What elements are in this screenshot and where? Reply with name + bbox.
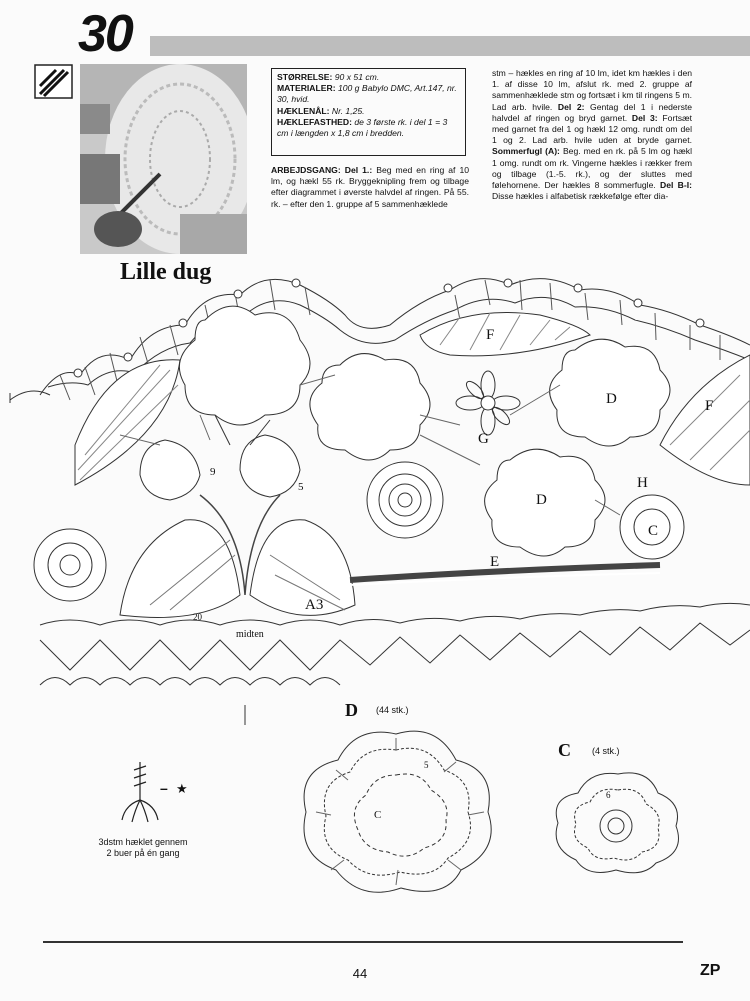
legend-caption <box>78 837 208 859</box>
scissors-icon <box>34 64 74 100</box>
label-D-center: D <box>536 492 547 508</box>
motif-D-round-label: 5 <box>424 760 429 770</box>
label-F-top: F <box>486 327 495 343</box>
label-9: 9 <box>210 466 216 478</box>
label-C: C <box>648 523 659 539</box>
instructions-part-c-lead: Del 3: <box>631 112 658 123</box>
gauge-value: de 3 første rk. i del 1 = 3 cm i længden x 1,8 cm i bredden. <box>277 116 448 139</box>
label-F-right: F <box>705 398 714 414</box>
gauge-label: HÆKLEFASTHED: <box>277 116 352 127</box>
legend-dash: – <box>160 780 168 796</box>
instructions-part-a: stm – hækles en ring af 10 lm, idet km hækles i den 1. af disse 10 lm, afslut rk. med 2. gruppe af sammenhæklede stm og fortsæt i km til ringens 5 m. Lad arb. hvile. <box>492 68 692 112</box>
motif-D-title: D <box>345 700 358 720</box>
instructions-part-e-lead: Del B-I: <box>660 180 692 191</box>
motif-C-round-label: 6 <box>606 790 611 800</box>
label-midten: midten <box>236 629 264 640</box>
instructions-part-e: Disse hækles i alfabetisk rækkefølge efter dia- <box>492 191 669 202</box>
header-bar <box>150 36 750 56</box>
hook-value: Nr. 1,25. <box>331 105 365 116</box>
materials-label: MATERIALER: <box>277 83 336 94</box>
label-H: H <box>637 475 648 491</box>
label-D-right: D <box>606 391 617 407</box>
legend-caption-line-1: 3dstm hæklet gennem <box>98 837 188 847</box>
footer-mark: ZP <box>700 962 721 979</box>
instructions-part-d-lead: Sommerfugl (A): <box>492 146 560 157</box>
legend-caption-line-2: 2 buer på én gang <box>106 848 180 858</box>
spec-box <box>271 68 466 156</box>
motif-D-count: (44 stk.) <box>376 705 409 715</box>
motif-C-title: C <box>558 740 571 760</box>
doily-photo <box>80 64 247 254</box>
instructions-part-b-lead: Del 2: <box>557 101 585 112</box>
instructions-part-d: Beg. med en rk. på 5 lm og hækl 1 omg. rundt om rk. Vingerne hækles i rækker frem og tilbage (1.-5. rk.), og der sluttes med følehornene. Der hækles 8 sommerfugle. <box>492 146 692 191</box>
instructions-column-2 <box>492 68 692 202</box>
instructions-part-b: Gentag del 1 i nederste halvdel af ringen og bryd garnet. <box>492 101 693 123</box>
page-number: 44 <box>352 966 368 981</box>
label-G: G <box>478 431 489 447</box>
label-5: 5 <box>298 481 304 493</box>
footer-rule <box>43 941 683 943</box>
instructions-lead: ARBEJDSGANG: Del 1.: <box>271 165 373 175</box>
instructions-part-c: Fortsæt med garnet fra del 1 og hækl 12 omg. rundt om del 1 og 2. Lad arb. hvile uden at bryde garnet. <box>492 112 693 146</box>
instructions-column-1 <box>271 165 469 210</box>
photo-illustration <box>80 64 247 254</box>
materials-value: 100 g Babylo DMC, Art.147, nr. 30, hvid. <box>277 83 457 105</box>
legend-star-icon: ★ <box>176 781 188 796</box>
motif-D-inner-label: C <box>374 809 382 821</box>
motif-D-diagram <box>296 720 496 900</box>
label-A3: A3 <box>305 597 324 613</box>
pattern-number: 30 <box>78 5 132 63</box>
size-value: 90 x 51 cm. <box>334 72 380 82</box>
label-E: E <box>490 554 500 570</box>
size-label: STØRRELSE: <box>277 72 333 82</box>
crochet-diagram <box>0 265 750 725</box>
label-20: 20 <box>193 612 202 622</box>
instructions-text: Beg med en ring af 10 lm, og hækl 55 rk. Bryggeknipling frem og tilbage efter diagrammet i øverste halvdel af ringen. På 55. rk. – efter den 1. gruppe af 5 sammenhæklede <box>271 165 470 209</box>
motif-C-count: (4 stk.) <box>592 746 620 756</box>
hook-label: HÆKLENÅL: <box>277 105 330 116</box>
motif-C-diagram <box>548 768 688 878</box>
pattern-title: Lille dug <box>120 259 212 285</box>
